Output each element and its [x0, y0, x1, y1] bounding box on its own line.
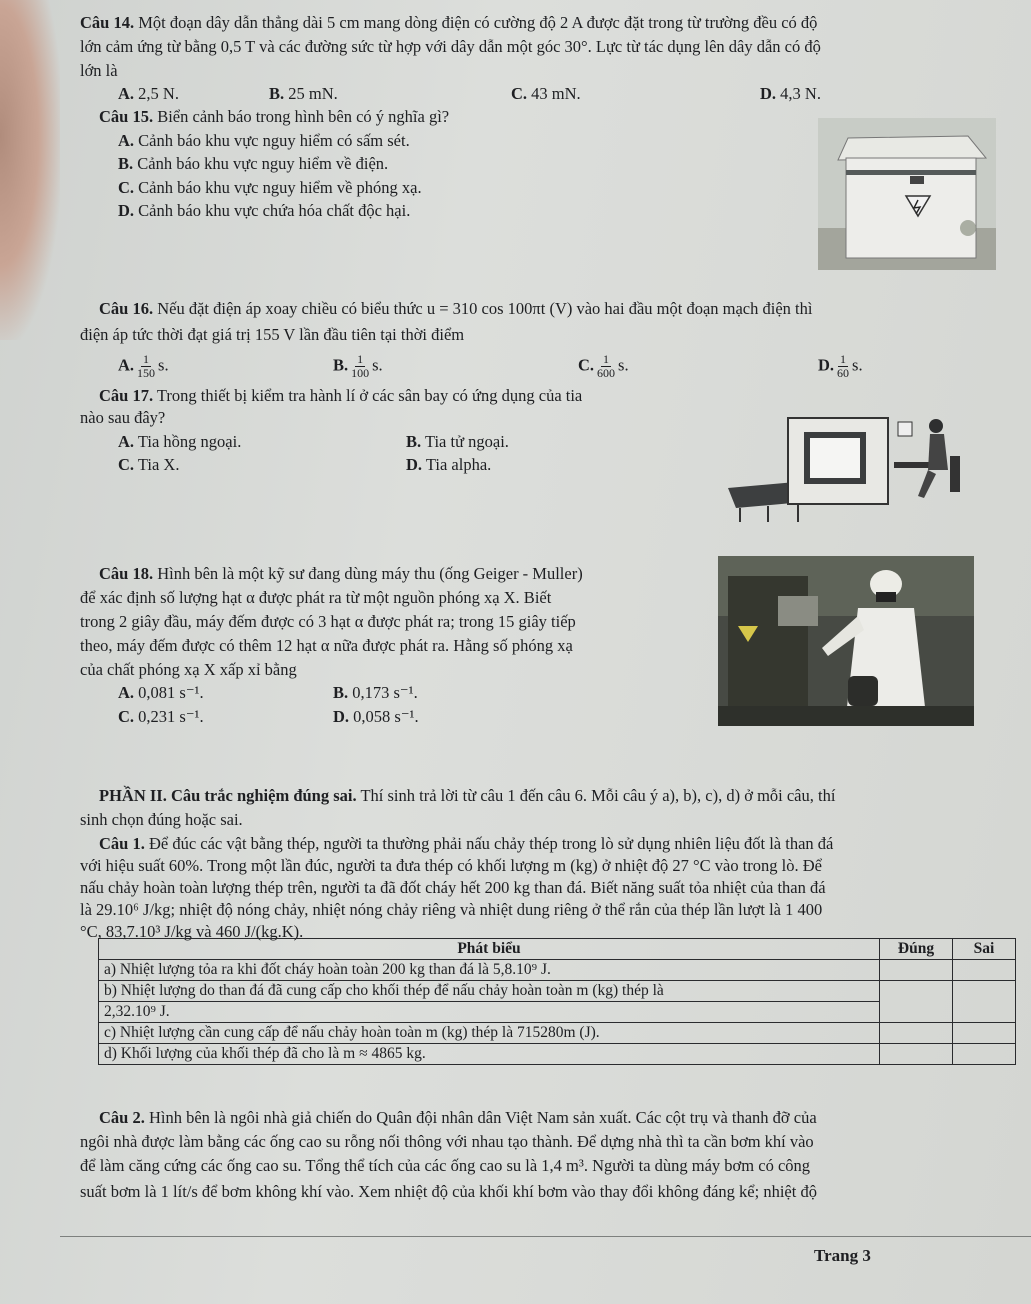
answer-false-a[interactable]	[953, 960, 1016, 981]
q17-option-b: B. Tia tử ngoại.	[406, 432, 509, 451]
footer-divider	[60, 1236, 1031, 1237]
q17-line2: nào sau đây?	[80, 408, 166, 427]
p2q1-line4: là 29.10⁶ J/kg; nhiệt độ nóng chảy, nhiệt nóng chảy riêng và nhiệt dung riêng ở thể rắn của thép lần lượt là 1 400	[80, 900, 823, 919]
q14-option-d: D. 4,3 N.	[760, 84, 821, 103]
answer-false-d[interactable]	[953, 1044, 1016, 1065]
answer-true-b[interactable]	[880, 981, 953, 1023]
q18-line3: trong 2 giây đầu, máy đếm được có 3 hạt α được phát ra; trong 15 giây tiếp	[80, 612, 576, 631]
table-header-row	[99, 939, 1016, 960]
q15-option-b: B. Cảnh báo khu vực nguy hiểm về điện.	[118, 154, 389, 173]
q14-line3: lớn là	[80, 61, 118, 80]
q16-line2: điện áp tức thời đạt giá trị 155 V lần đầu tiên tại thời điểm	[80, 325, 465, 344]
p2q2-line1: Câu 2. Hình bên là ngôi nhà giả chiến do Quân đội nhân dân Việt Nam sản xuất. Các cột trụ và thanh đỡ của	[99, 1108, 817, 1127]
q14-line2: lớn cảm ứng từ bằng 0,5 T và các đường sức từ hợp với dây dẫn một góc 30°. Lực từ tác dụng lên dây dẫn có độ	[80, 37, 821, 56]
q15-option-c: C. Cảnh báo khu vực nguy hiểm về phóng xạ.	[118, 178, 422, 197]
p2q1-line3: nấu chảy hoàn toàn lượng thép trên, người ta đã đốt cháy hết 200 kg than đá. Biết năng suất tỏa nhiệt của than đá	[80, 878, 826, 897]
q14-option-b: B. 25 mN.	[269, 84, 338, 103]
header-true: Đúng	[880, 939, 953, 960]
statement-a: a) Nhiệt lượng tỏa ra khi đốt cháy hoàn toàn 200 kg than đá là 5,8.10⁹ J.	[99, 960, 880, 981]
table-row	[99, 1023, 1016, 1044]
xray-scanner-figure	[718, 400, 980, 528]
q18-option-b: B. 0,173 s⁻¹.	[333, 683, 418, 702]
page-number: Trang 3	[814, 1246, 871, 1265]
part2-line1: PHẦN II. Câu trắc nghiệm đúng sai. Thí sinh trả lời từ câu 1 đến câu 6. Mỗi câu ý a), b), c), d) ở mỗi câu, thí	[99, 786, 836, 805]
table-row	[99, 960, 1016, 981]
thumb-shadow	[0, 0, 60, 340]
table-row	[99, 1044, 1016, 1065]
table-row	[99, 981, 1016, 1002]
q17-line1: Câu 17. Trong thiết bị kiểm tra hành lí ở các sân bay có ứng dụng của tia	[99, 386, 583, 405]
header-statement: Phát biểu	[99, 939, 880, 960]
electric-warning-box-image	[818, 118, 996, 270]
q16-option-b: B. $\frac{1}{100}$ s.	[333, 352, 383, 380]
q18-line5: của chất phóng xạ X xấp xỉ bằng	[80, 660, 297, 679]
p2q1-line1: Câu 1. Để đúc các vật bằng thép, người ta thường phải nấu chảy thép trong lò sử dụng nhiên liệu đốt là than đá	[99, 834, 834, 853]
q15-option-d: D. Cảnh báo khu vực chứa hóa chất độc hại.	[118, 201, 411, 220]
part2-line2: sinh chọn đúng hoặc sai.	[80, 810, 243, 829]
q18-line1: Câu 18. Hình bên là một kỹ sư đang dùng máy thu (ống Geiger - Muller)	[99, 564, 583, 583]
q17-option-c: C. Tia X.	[118, 455, 180, 474]
q14-line1: Câu 14. Một đoạn dây dẫn thẳng dài 5 cm mang dòng điện có cường độ 2 A được đặt trong từ trường đều có độ	[80, 13, 818, 32]
answer-false-b[interactable]	[953, 981, 1016, 1023]
q16-option-a: A. $\frac{1}{150}$ s.	[118, 352, 169, 380]
answer-true-c[interactable]	[880, 1023, 953, 1044]
baggage-scanner-image	[718, 400, 980, 528]
warning-box-photo	[818, 118, 996, 270]
geiger-engineer-photo	[718, 556, 974, 726]
q17-option-d: D. Tia alpha.	[406, 455, 492, 474]
engineer-photo-image	[718, 556, 974, 726]
p2q2-line3: để làm căng cứng các ống cao su. Tổng thể tích của các ống cao su là 1,4 m³. Người ta dùng máy bơm có công	[80, 1156, 811, 1175]
statement-b-line2: 2,32.10⁹ J.	[99, 1002, 880, 1023]
q18-line4: theo, máy đếm được có thêm 12 hạt α nữa được phát ra. Hằng số phóng xạ	[80, 636, 573, 655]
q16-option-d: D. $\frac{1}{60}$ s.	[818, 352, 863, 380]
q15-title: Câu 15. Biển cảnh báo trong hình bên có ý nghĩa gì?	[99, 107, 450, 126]
answer-true-a[interactable]	[880, 960, 953, 981]
q16-line1: Câu 16. Nếu đặt điện áp xoay chiều có biểu thức u = 310 cos 100πt (V) vào hai đầu một đoạn mạch điện thì	[99, 299, 813, 318]
table-row	[99, 1002, 1016, 1023]
q16-option-c: C. $\frac{1}{600}$ s.	[578, 352, 629, 380]
answer-false-c[interactable]	[953, 1023, 1016, 1044]
p2q2-line4: suất bơm là 1 lít/s để bơm không khí vào. Xem nhiệt độ của khối khí bơm vào thay đổi không đáng kể; nhiệt độ	[80, 1182, 817, 1201]
true-false-table	[98, 938, 1016, 1065]
statement-b-line1: b) Nhiệt lượng do than đá đã cung cấp cho khối thép để nấu chảy hoàn toàn m (kg) thép là	[99, 981, 880, 1002]
answer-true-d[interactable]	[880, 1044, 953, 1065]
q17-option-a: A. Tia hồng ngoại.	[118, 432, 242, 451]
header-false: Sai	[953, 939, 1016, 960]
q18-option-d: D. 0,058 s⁻¹.	[333, 707, 419, 726]
q14-option-a: A. 2,5 N.	[118, 84, 179, 103]
q18-option-c: C. 0,231 s⁻¹.	[118, 707, 204, 726]
q18-line2: để xác định số lượng hạt α được phát ra từ một nguồn phóng xạ X. Biết	[80, 588, 552, 607]
statement-d: d) Khối lượng của khối thép đã cho là m ≈ 4865 kg.	[99, 1044, 880, 1065]
q18-option-a: A. 0,081 s⁻¹.	[118, 683, 204, 702]
p2q1-line5: °C, 83,7.10³ J/kg và 460 J/(kg.K).	[80, 922, 304, 941]
statement-c: c) Nhiệt lượng cần cung cấp để nấu chảy hoàn toàn m (kg) thép là 715280m (J).	[99, 1023, 880, 1044]
q14-option-c: C. 43 mN.	[511, 84, 581, 103]
p2q1-line2: với hiệu suất 60%. Trong một lần đúc, người ta đưa thép có khối lượng m (kg) ở nhiệt độ 27 °C vào trong lò. Để	[80, 856, 823, 875]
p2q2-line2: ngôi nhà được làm bằng các ống cao su rỗng nối thông với nhau tạo thành. Để dựng nhà thì ta cần bơm khí vào	[80, 1132, 814, 1151]
q15-option-a: A. Cảnh báo khu vực nguy hiểm có sấm sét.	[118, 131, 410, 150]
